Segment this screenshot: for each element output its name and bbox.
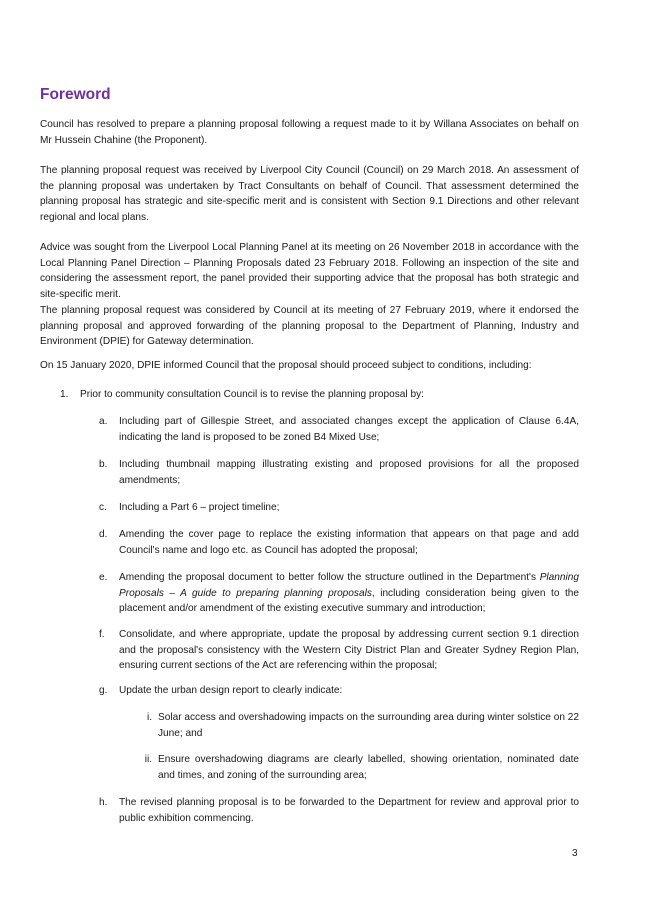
list-item-text-after: , including consideration being given to the placement and/or amendment of the existing executive summary and introduction;	[119, 587, 579, 614]
list-item-text	[119, 570, 579, 617]
list-item-1	[60, 387, 579, 403]
list-item-text: Solar access and overshadowing impacts on the surrounding area during winter solstice on 22 June; and	[158, 712, 579, 739]
paragraph-5: On 15 January 2020, DPIE informed Council that the proposal should proceed subject to conditions, including:	[40, 360, 532, 371]
list-marker: i.	[146, 712, 152, 723]
list-item-text: Consolidate, and where appropriate, update the proposal by addressing current section 9.1 direction and the proposal's consistency with the Western City District Plan and Greater Sydney Region Plan, ensuring current sections of the Act are referencing within the proposal;	[119, 629, 579, 671]
list-item-text: Including a Part 6 – project timeline;	[119, 502, 280, 513]
list-marker: g.	[99, 685, 108, 696]
list-marker: 1.	[60, 389, 69, 400]
page-number: 3	[572, 848, 578, 859]
list-item-f	[99, 627, 579, 674]
list-item-g-i	[138, 710, 579, 741]
paragraph-4: The planning proposal request was considered by Council at its meeting of 27 February 2019, where it endorsed the planning proposal and approved forwarding of the planning proposal to the Department of Planning, Industry and Environment (DPIE) for Gateway determination.	[40, 305, 579, 347]
list-marker: e.	[99, 572, 108, 583]
list-item-text: Update the urban design report to clearly indicate:	[119, 685, 343, 696]
list-item-text: Ensure overshadowing diagrams are clearly labelled, showing orientation, nominated date and times, and zoning of the surrounding area;	[158, 754, 579, 781]
list-marker: a.	[99, 416, 108, 427]
list-item-text: The revised planning proposal is to be forwarded to the Department for review and approval prior to public exhibition commencing.	[119, 797, 579, 824]
list-marker: d.	[99, 529, 108, 540]
list-marker: f.	[99, 629, 105, 640]
page-title: Foreword	[40, 86, 111, 103]
paragraph-1: Council has resolved to prepare a planning proposal following a request made to it by Willana Associates on behalf on Mr Hussein Chahine (the Proponent).	[40, 119, 579, 146]
list-item-a	[99, 414, 579, 445]
list-marker: ii.	[144, 754, 152, 765]
list-item-g-ii	[138, 752, 579, 783]
list-item-c	[99, 500, 579, 516]
list-item-e	[99, 570, 579, 617]
list-item-text: Including thumbnail mapping illustrating existing and proposed provisions for all the proposed amendments;	[119, 459, 579, 486]
list-item-b	[99, 457, 579, 488]
list-item-text: Including part of Gillespie Street, and associated changes except the application of Clause 6.4A, indicating the land is proposed to be zoned B4 Mixed Use;	[119, 416, 579, 443]
list-item-g	[99, 683, 579, 699]
list-item-text: Prior to community consultation Council is to revise the planning proposal by:	[80, 389, 424, 400]
list-item-text: Amending the cover page to replace the existing information that appears on that page and add Council's name and logo etc. as Council has adopted the proposal;	[119, 529, 579, 556]
list-marker: c.	[99, 502, 107, 513]
list-marker: h.	[99, 797, 108, 808]
list-marker: b.	[99, 459, 108, 470]
list-item-h	[99, 795, 579, 826]
list-item-d	[99, 527, 579, 558]
guide-title: Planning Proposals – A guide to preparing planning proposals	[119, 572, 579, 599]
list-item-text-before: Amending the proposal document to better follow the structure outlined in the Department's	[119, 572, 540, 583]
paragraph-2: The planning proposal request was received by Liverpool City Council (Council) on 29 March 2018. An assessment of the planning proposal was undertaken by Tract Consultants on behalf of Council. That assessment determined the planning proposal has strategic and site-specific merit and is consistent with Section 9.1 Directions and other relevant regional and local plans.	[40, 165, 579, 223]
paragraph-3: Advice was sought from the Liverpool Local Planning Panel at its meeting on 26 November 2018 in accordance with the Local Planning Panel Direction – Planning Proposals dated 23 February 2018. Following an inspection of the site and considering the assessment report, the panel provided their supporting advice that the proposal has both strategic and site-specific merit.	[40, 242, 579, 300]
